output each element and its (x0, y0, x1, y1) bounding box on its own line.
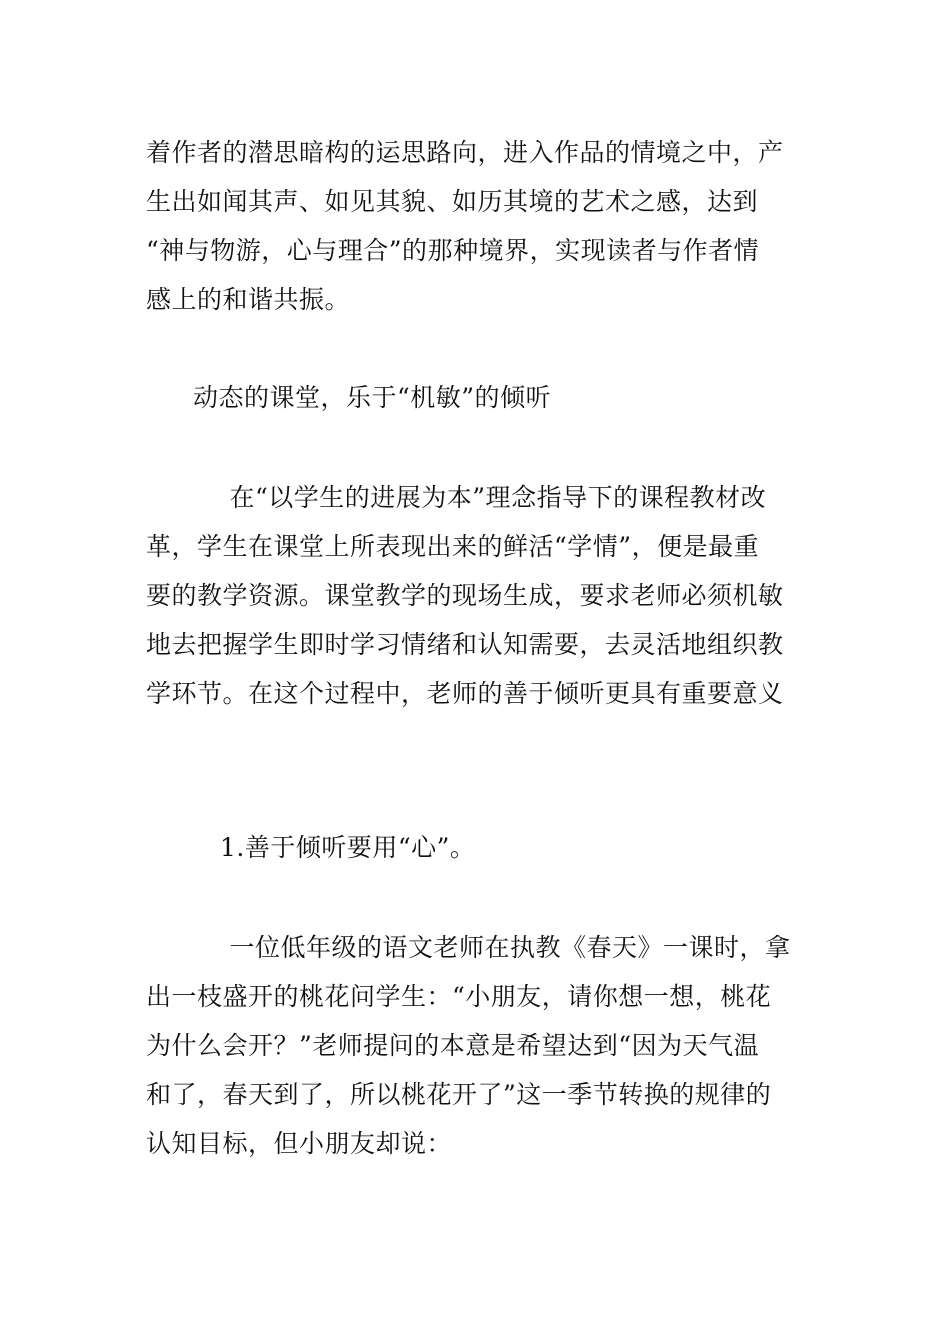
paragraph-line: 革，学生在课堂上所表现出来的鲜活“学情”，便是最重 (146, 532, 760, 561)
paragraph-line: 要的教学资源。课堂教学的现场生成，要求老师必须机敏 (146, 581, 784, 610)
paragraph-line: 感上的和谐共振。 (146, 285, 351, 314)
paragraph-line: 为什么会开？”老师提问的本意是希望达到“因为天气温 (146, 1031, 760, 1060)
paragraph-line: 和了，春天到了，所以桃花开了”这一季节转换的规律的 (146, 1080, 772, 1109)
paragraph-line: 认知目标，但小朋友却说： (146, 1129, 453, 1158)
paragraph-line: “神与物游，心与理合”的那种境界，实现读者与作者情 (146, 236, 760, 265)
paragraph-line: 一位低年级的语文老师在执教《春天》一课时，拿 (204, 933, 791, 962)
paragraph-line: 学环节。在这个过程中，老师的善于倾听更具有重要意义 (146, 679, 784, 708)
paragraph-example (146, 923, 808, 1168)
paragraph-line: 出一枝盛开的桃花问学生：“小朋友，请你想一想，桃花 (146, 982, 772, 1011)
paragraph-intro (146, 128, 808, 324)
subsection-heading: 1.善于倾听要用“心”。 (220, 833, 476, 862)
paragraph-line: 在“以学生的进展为本”理念指导下的课程教材改 (204, 483, 767, 512)
paragraph-line: 地去把握学生即时学习情绪和认知需要，去灵活地组织教 (146, 630, 784, 659)
paragraph-line: 着作者的潜思暗构的运思路向，进入作品的情境之中，产 (146, 138, 784, 167)
paragraph-dynamic-classroom (146, 473, 808, 718)
paragraph-line: 生出如闻其声、如见其貌、如历其境的艺术之感，达到 (146, 187, 759, 216)
section-heading: 动态的课堂，乐于“机敏”的倾听 (193, 383, 552, 412)
